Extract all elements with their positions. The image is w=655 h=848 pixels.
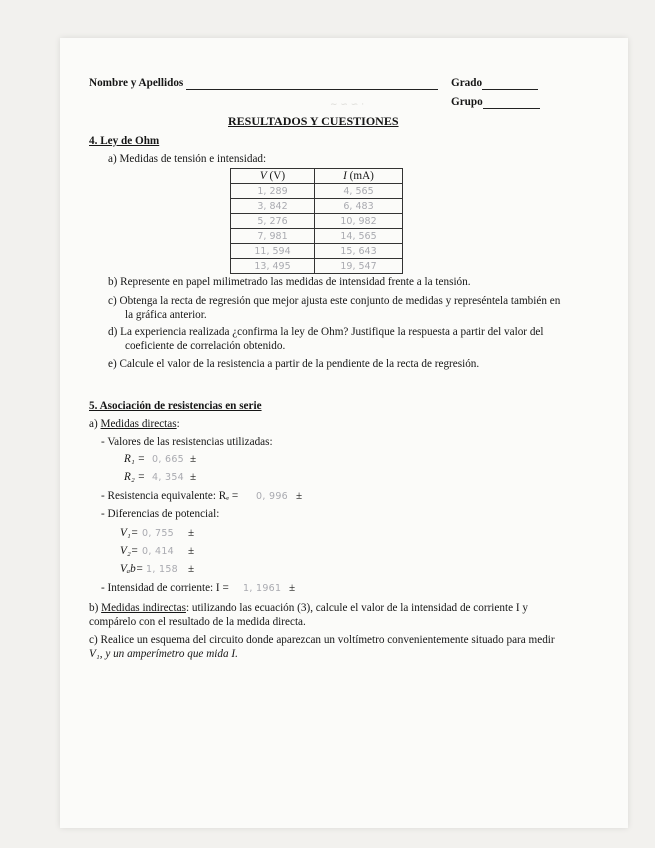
r1-pm: ± <box>190 453 197 465</box>
item-4d-line1: d) La experiencia realizada ¿confirma la ley de Ohm? Justifique la respuesta a partir del valor del <box>108 326 544 338</box>
r1-label: R₁ = <box>124 453 146 465</box>
measurements-table <box>230 168 403 274</box>
table-row <box>231 229 403 244</box>
col-header-voltage: V (V) <box>231 169 315 184</box>
v2-pm: ± <box>188 545 195 557</box>
req-pm: ± <box>296 490 303 502</box>
resistances-used-label: - Valores de las resistencias utilizadas: <box>101 436 273 448</box>
current-cell[interactable]: 6, 483 <box>315 199 403 214</box>
medidas-directas-label: Medidas directas <box>100 418 177 430</box>
v2-value[interactable]: 0, 414 <box>142 546 175 557</box>
item-4c-line2: la gráfica anterior. <box>125 309 207 321</box>
table-row <box>231 259 403 274</box>
r2-pm: ± <box>190 471 197 483</box>
item-5c-line1: c) Realice un esquema del circuito donde aparezcan un voltímetro convenientemente situado para medir <box>89 634 555 646</box>
section5-heading: 5. Asociación de resistencias en serie <box>89 400 262 412</box>
table-row <box>231 214 403 229</box>
grado-field[interactable] <box>482 89 538 90</box>
current-cell[interactable]: 10, 982 <box>315 214 403 229</box>
voltage-cell[interactable]: 13, 495 <box>231 259 315 274</box>
table-row <box>231 199 403 214</box>
name-label: Nombre y Apellidos <box>89 77 184 89</box>
item-5b-line1 <box>89 602 528 614</box>
item-4a: a) Medidas de tensión e intensidad: <box>108 153 267 165</box>
v1-pm: ± <box>188 527 195 539</box>
table-row <box>231 244 403 259</box>
section4-heading: 4. Ley de Ohm <box>89 135 160 147</box>
item-5a-suffix: : <box>176 418 180 430</box>
item-5c-line2: V₁, y un amperímetro que mida I. <box>89 648 238 660</box>
current-value[interactable]: 1, 1961 <box>243 583 282 594</box>
req-value[interactable]: 0, 996 <box>256 491 289 502</box>
table-row <box>231 184 403 199</box>
item-4d-line2: coeficiente de correlación obtenido. <box>125 340 286 352</box>
v2-label: V₂= <box>120 545 139 557</box>
page-title: RESULTADOS Y CUESTIONES <box>228 114 399 128</box>
req-label: - Resistencia equivalente: Rₑ = <box>101 490 239 502</box>
current-pm: ± <box>289 582 296 594</box>
grado-label: Grado <box>451 77 483 89</box>
item-5a <box>89 418 180 430</box>
item-5b-line2: compárelo con el resultado de la medida directa. <box>89 616 306 628</box>
item-5b-prefix: b) <box>89 602 102 614</box>
v1-value[interactable]: 0, 755 <box>142 528 175 539</box>
r2-label: R₂ = <box>124 471 146 483</box>
item-4b: b) Represente en papel milimetrado las medidas de intensidad frente a la tensión. <box>108 276 471 288</box>
voltage-cell[interactable]: 7, 981 <box>231 229 315 244</box>
item-5b-text: : utilizando las ecuación (3), calcule el valor de la intensidad de corriente I y <box>185 602 528 614</box>
item-5a-prefix: a) <box>89 418 101 430</box>
current-cell[interactable]: 4, 565 <box>315 184 403 199</box>
potential-diff-label: - Diferencias de potencial: <box>101 508 220 520</box>
grupo-field[interactable] <box>483 108 540 109</box>
bleed-through-mark: ∼ ∽ ∽ · <box>330 100 365 110</box>
r1-value[interactable]: 0, 665 <box>152 454 185 465</box>
vab-value[interactable]: 1, 158 <box>146 564 179 575</box>
item-4e: e) Calcule el valor de la resistencia a partir de la pendiente de la recta de regresión. <box>108 358 480 370</box>
vab-label: Vₐb= <box>120 563 144 575</box>
name-field[interactable] <box>186 89 438 90</box>
current-label: - Intensidad de corriente: I = <box>101 582 229 594</box>
current-cell[interactable]: 15, 643 <box>315 244 403 259</box>
voltage-cell[interactable]: 5, 276 <box>231 214 315 229</box>
r2-value[interactable]: 4, 354 <box>152 472 185 483</box>
voltage-cell[interactable]: 1, 289 <box>231 184 315 199</box>
v1-label: V₁= <box>120 527 139 539</box>
item-4c-line1: c) Obtenga la recta de regresión que mejor ajusta este conjunto de medidas y represéntela también en <box>108 295 561 307</box>
grupo-label: Grupo <box>451 96 483 108</box>
voltage-cell[interactable]: 3, 842 <box>231 199 315 214</box>
current-cell[interactable]: 14, 565 <box>315 229 403 244</box>
vab-pm: ± <box>188 563 195 575</box>
col-header-current: I (mA) <box>315 169 403 184</box>
current-cell[interactable]: 19, 547 <box>315 259 403 274</box>
voltage-cell[interactable]: 11, 594 <box>231 244 315 259</box>
medidas-indirectas-label: Medidas indirectas <box>101 602 186 614</box>
